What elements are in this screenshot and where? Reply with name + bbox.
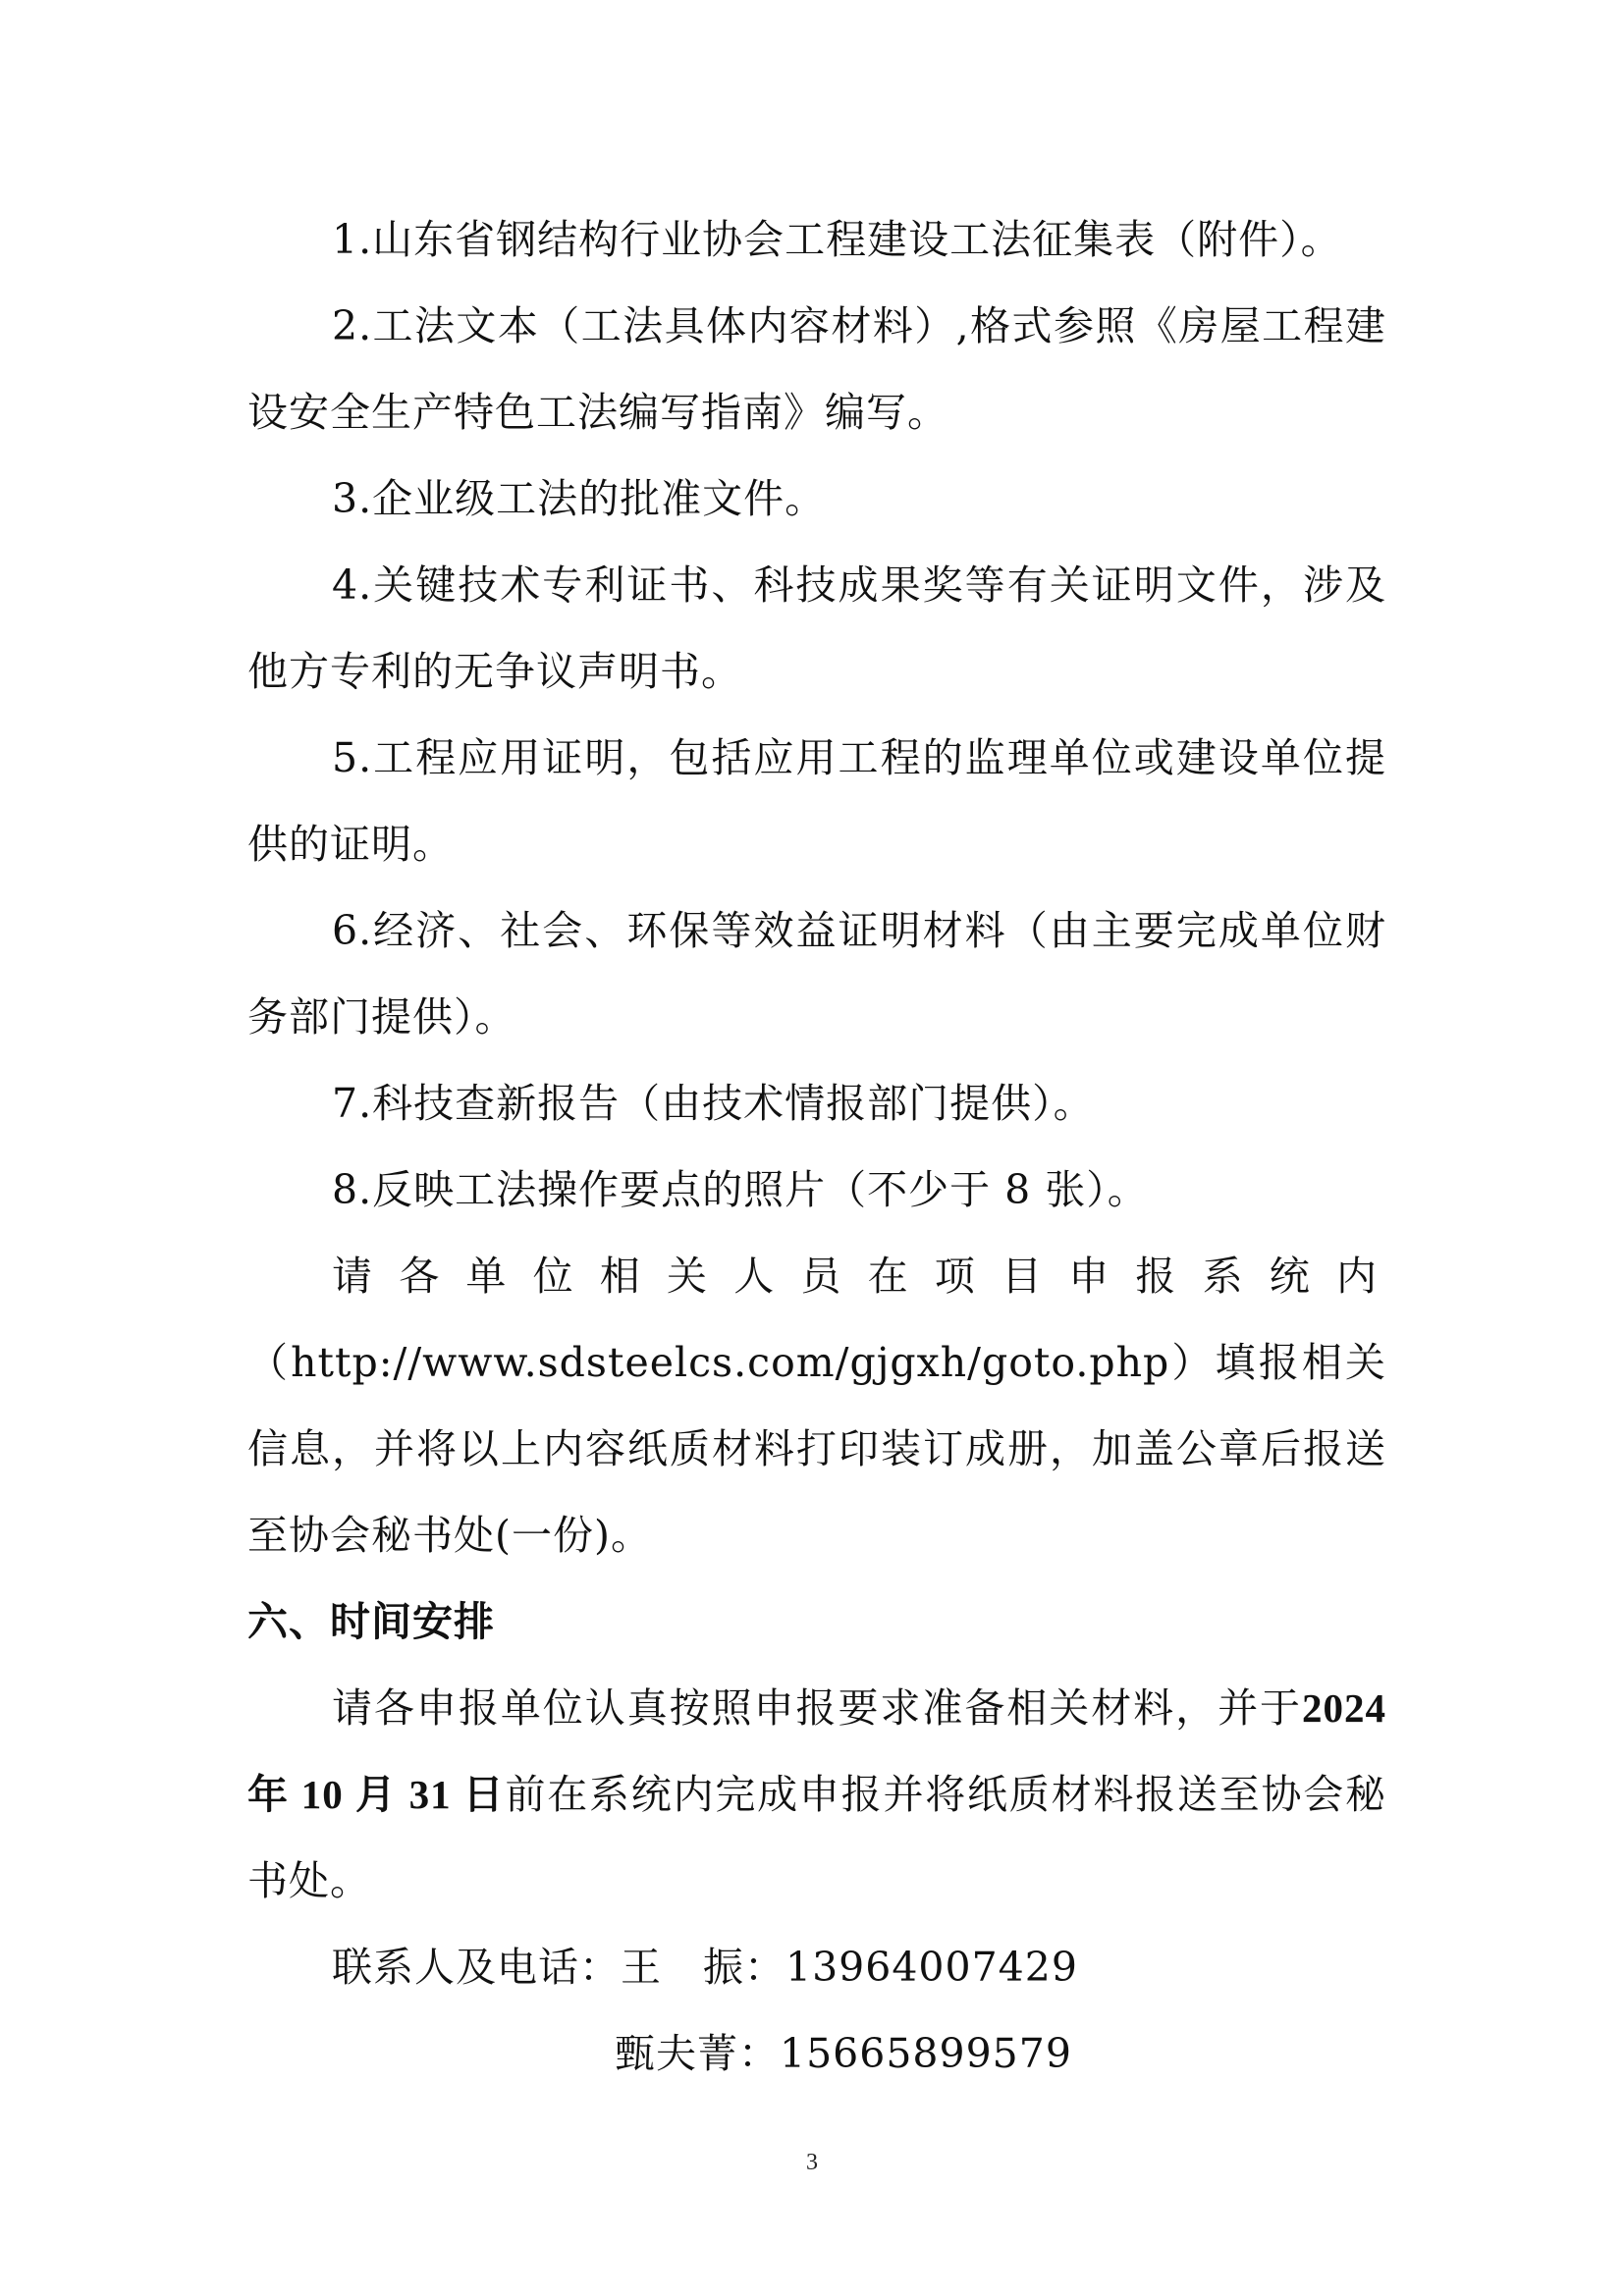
contact-phone-1: 13964007429 [785,1944,1078,1991]
submission-line-1: 请各单位相关人员在项目申报系统内 [332,1253,1386,1300]
contact-line-1 [247,1924,1386,2010]
list-item-7: 7.科技查新报告（由技术情报部门提供）。 [332,1080,1095,1127]
schedule-text-before: 请各申报单位认真按照申报要求准备相关材料，并于 [332,1684,1302,1732]
list-item-1: 1.山东省钢结构行业协会工程建设工法征集表（附件）。 [332,216,1342,263]
schedule-text-after: 前在系统内完成申报并将纸质材料报送至协会秘书处。 [247,1771,1387,1904]
deadline-year: 2024 [1302,1685,1386,1731]
submission-line-2: （http://www.sdsteelcs.com/gjgxh/goto.php）填报相关信息，并将以上内容纸质材料打印装订成册，加盖公章后报送至协会秘书处(一份)。 [247,1339,1386,1559]
list-item-6: 6.经济、社会、环保等效益证明材料（由主要完成单位财务部门提供）。 [247,907,1386,1041]
list-item-2: 2.工法文本（工法具体内容材料）,格式参照《房屋工程建设安全生产特色工法编写指南》编写。 [247,302,1386,436]
contact-phone-2: 15665899579 [780,2030,1072,2077]
contact-line-2 [247,2010,1386,2097]
contact-label: 联系人及电话： [332,1944,621,1991]
contact-name-2: 甄夫菁 [615,2030,738,2077]
contact-sep-1: ： [744,1944,785,1991]
list-item-8: 8.反映工法操作要点的照片（不少于 8 张）。 [332,1166,1149,1213]
contact-sep-2: ： [738,2030,780,2077]
list-item-3: 3.企业级工法的批准文件。 [332,475,827,522]
page-number: 3 [806,2150,818,2175]
schedule-paragraph [247,1665,1386,1924]
contact-name-1: 王 振 [621,1944,744,1991]
list-item-5: 5.工程应用证明，包括应用工程的监理单位或建设单位提供的证明。 [247,734,1386,868]
list-item-4: 4.关键技术专利证书、科技成果奖等有关证明文件，涉及他方专利的无争议声明书。 [247,561,1386,695]
document-body [247,196,1386,2097]
deadline-date: 年 10 月 31 日 [247,1772,506,1817]
section-heading-schedule: 六、时间安排 [247,1598,495,1645]
